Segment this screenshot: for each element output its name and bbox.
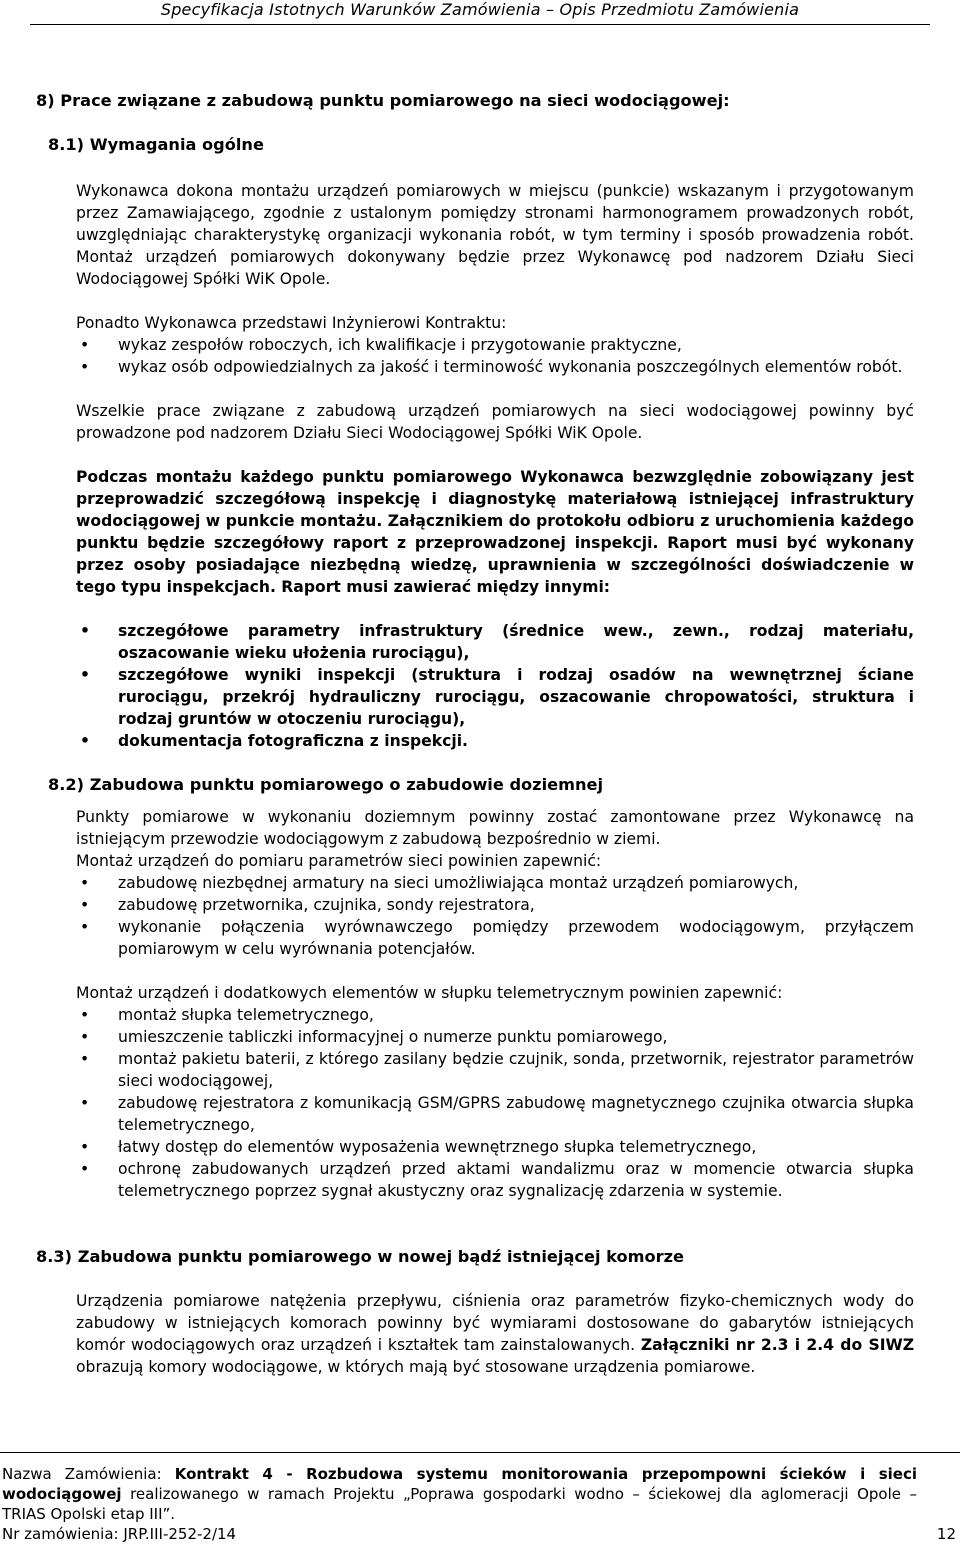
page-header: Specyfikacja Istotnych Warunków Zamówienia – Opis Przedmiotu Zamówienia xyxy=(160,0,800,19)
list-item: • zabudowę rejestratora z komunikacją GSM/GPRS zabudowę magnetycznego czujnika otwarcia słupka telemetrycznego, xyxy=(80,1094,914,1134)
attachments-reference: Załączniki nr 2.3 i 2.4 do SIWZ xyxy=(640,1336,915,1354)
bullet-icon: • xyxy=(80,358,90,376)
footer-rule xyxy=(0,1452,960,1453)
bullet-icon: • xyxy=(80,732,90,750)
bullet-icon: • xyxy=(80,666,90,684)
footer-order-number: Nr zamówienia: JRP.III-252-2/14 xyxy=(2,1525,237,1543)
paragraph-telemetry: Montaż urządzeń i dodatkowych elementów w słupku telemetrycznym powinien zapewnić: xyxy=(76,984,783,1002)
list-item: • wykaz osób odpowiedzialnych za jakość i terminowość wykonania poszczególnych elementów robót. xyxy=(80,358,903,376)
bullet-icon: • xyxy=(80,1094,90,1112)
paragraph-underground: Punkty pomiarowe w wykonaniu doziemnym powinny zostać zamontowane przez Wykonawcę na istniejącym przewodzie wodociągowym z zabudową bezpośrednio w ziemi. xyxy=(76,808,914,848)
bullet-icon: • xyxy=(80,896,90,914)
bullet-icon: • xyxy=(80,1006,90,1024)
paragraph-supervision: Wszelkie prace związane z zabudową urządzeń pomiarowych na sieci wodociągowej powinny być prowadzone pod nadzorem Działu Sieci Wodociągowej Spółki WiK Opole. xyxy=(76,402,914,442)
list-item: • montaż pakietu baterii, z którego zasilany będzie czujnik, sonda, przetwornik, rejestrator parametrów sieci wodociągowej, xyxy=(80,1050,914,1090)
footer-order-name: Nazwa Zamówienia: Kontrakt 4 - Rozbudowa systemu monitorowania przepompowni ścieków i sieci wodociągowej realizowanego w ramach Projektu „Poprawa gospodarki wodno – ściekowej dla aglomeracji Opole – TRIAS Opolski etap III”. xyxy=(2,1465,917,1523)
section-8-title: 8) Prace związane z zabudową punktu pomiarowego na sieci wodociągowej: xyxy=(36,91,730,110)
bullet-icon: • xyxy=(80,1138,90,1156)
list-item: • ochronę zabudowanych urządzeń przed aktami wandalizmu oraz w momencie otwarcia słupka telemetrycznego poprzez sygnał akustyczny oraz sygnalizację zdarzenia w systemie. xyxy=(80,1160,914,1200)
list-item: • łatwy dostęp do elementów wyposażenia wewnętrznego słupka telemetrycznego, xyxy=(80,1138,757,1156)
paragraph-inspection: Podczas montażu każdego punktu pomiarowego Wykonawca bezwzględnie zobowiązany jest przeprowadzić szczegółową inspekcję i diagnostykę materiałową istniejącej infrastruktury wodociągowej w punkcie montażu. Załącznikiem do protokołu odbioru z uruchomienia każdego punktu będzie szczegółowy raport z przeprowadzonej inspekcji. Raport musi być wykonany przez osoby posiadające niezbędną wiedzę, uprawnienia w szczególności doświadczenie w tego typu inspekcjach. Raport musi zawierać między innymi: xyxy=(76,468,914,596)
bullet-icon: • xyxy=(80,622,90,640)
bullet-icon: • xyxy=(80,1028,90,1046)
list-item: • montaż słupka telemetrycznego, xyxy=(80,1006,374,1024)
paragraph-requirements: Wykonawca dokona montażu urządzeń pomiarowych w miejscu (punkcie) wskazanym i przygotowanym przez Zamawiającego, zgodnie z ustalonym pomiędzy stronami harmonogramem prowadzonych robót, uwzględniając charakterystykę organizacji wykonania robót, w tym terminy i sposób prowadzenia robót. Montaż urządzeń pomiarowych dokonywany będzie przez Wykonawcę pod nadzorem Działu Sieci Wodociągowej Spółki WiK Opole. xyxy=(76,182,914,288)
header-rule xyxy=(30,24,930,25)
list-item: • zabudowę niezbędnej armatury na sieci umożliwiająca montaż urządzeń pomiarowych, xyxy=(80,874,799,892)
list-engineer-docs xyxy=(76,334,914,378)
page-number: 12 xyxy=(936,1525,956,1543)
list-item: • umieszczenie tabliczki informacyjnej o numerze punktu pomiarowego, xyxy=(80,1028,668,1046)
list-item: • wykonanie połączenia wyrównawczego pomiędzy przewodem wodociągowym, przyłączem pomiarowym w celu wyrównania potencjałów. xyxy=(80,918,914,958)
list-mounting xyxy=(76,872,914,960)
section-8-3-title: 8.3) Zabudowa punktu pomiarowego w nowej bądź istniejącej komorze xyxy=(36,1247,684,1266)
bullet-icon: • xyxy=(80,1160,90,1178)
list-report-contents xyxy=(76,620,914,752)
paragraph-mounting: Montaż urządzeń do pomiaru parametrów sieci powinien zapewnić: xyxy=(76,852,602,870)
list-item: • zabudowę przetwornika, czujnika, sondy rejestratora, xyxy=(80,896,535,914)
paragraph-chambers: Urządzenia pomiarowe natężenia przepływu, ciśnienia oraz parametrów fizyko-chemicznych wody do zabudowy w istniejących komorach powinny być wymiarami dostosowane do gabarytów istniejących komór wodociągowych oraz urządzeń i kształtek tam zainstalowanych. Załączniki nr 2.3 i 2.4 do SIWZ obrazują komory wodociągowe, w których mają być stosowane urządzenia pomiarowe. xyxy=(76,1292,915,1376)
list-item: • wykaz zespołów roboczych, ich kwalifikacje i przygotowanie praktyczne, xyxy=(80,336,682,354)
list-item: • szczegółowe wyniki inspekcji (struktura i rodzaj osadów na wewnętrznej ściane rurociągu, przekrój hydrauliczny rurociągu, oszacowanie chropowatości, struktura i rodzaj gruntów w otoczeniu rurociągu), xyxy=(80,666,914,728)
list-item: • szczegółowe parametry infrastruktury (średnice wew., zewn., rodzaj materiału, oszacowanie wieku ułożenia rurociągu), xyxy=(80,622,914,662)
paragraph-engineer: Ponadto Wykonawca przedstawi Inżynierowi Kontraktu: xyxy=(76,314,507,332)
list-telemetry xyxy=(76,1004,914,1202)
section-8-2-title: 8.2) Zabudowa punktu pomiarowego o zabudowie doziemnej xyxy=(48,775,604,794)
bullet-icon: • xyxy=(80,1050,90,1068)
section-8-1-title: 8.1) Wymagania ogólne xyxy=(48,135,264,154)
bullet-icon: • xyxy=(80,874,90,892)
bullet-icon: • xyxy=(80,336,90,354)
bullet-icon: • xyxy=(80,918,90,936)
list-item: • dokumentacja fotograficzna z inspekcji. xyxy=(80,732,468,750)
